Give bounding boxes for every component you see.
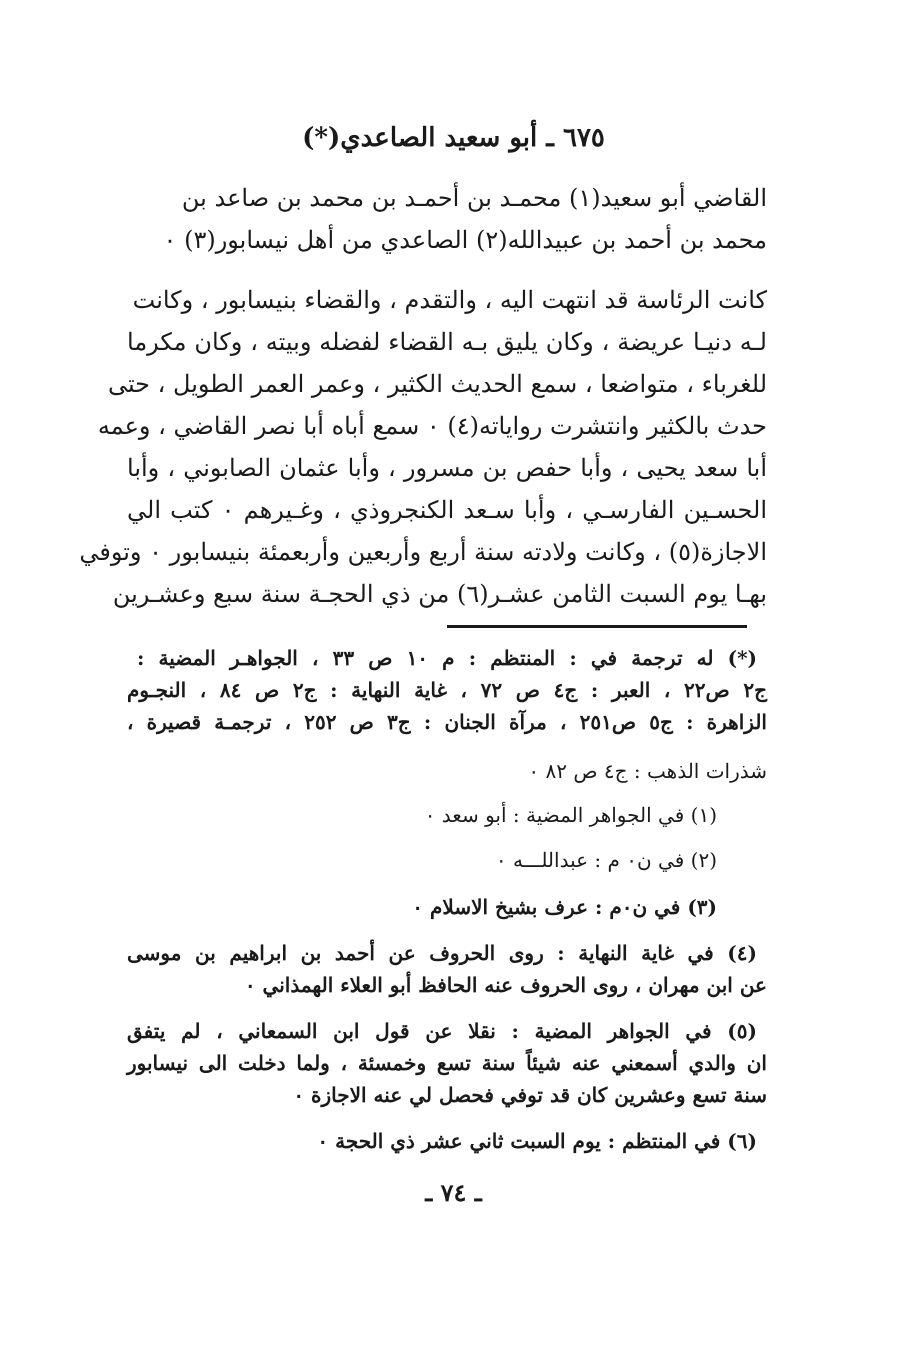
body-line: كانت الرئاسة قد انتهت اليه ، والتقدم ، والقضاء بنيسابور ، وكانت (132, 286, 767, 314)
footnote-5-line: سنة تسع وعشرين كان قد توفي فحصل لي عنه الاجازة ٠ (293, 1083, 767, 1107)
footnote-star-line: (*) له ترجمة في : المنتظم : م ١٠ ص ٣٣ ، الجواهـر المضية : (137, 646, 757, 670)
page-number: ـ ٧٤ ـ (425, 1178, 482, 1207)
footnote-3: (٣) في ن٠م : عرف بشيخ الاسلام ٠ (412, 895, 717, 919)
body-line: أبا سعد يحيى ، وأبا حفص بن مسرور ، وأبا عثمان الصابوني ، وأبا (127, 454, 767, 482)
footnote-4-line: عن ابن مهران ، روى الحروف عنه الحافظ أبو العلاء الهمذاني ٠ (244, 973, 767, 997)
entry-heading: ٦٧٥ ـ أبو سعيد الصاعدي(*) (302, 123, 605, 153)
body-line: محمد بن أحمد بن عبيدالله(٢) الصاعدي من أهل نيسابور(٣) ٠ (163, 226, 767, 254)
footnote-star-line: ج٢ ص٢٢ ، العبر : ج٤ ص ٧٢ ، غاية النهاية : ج٢ ص ٨٤ ، النجـوم (127, 678, 767, 702)
footnote-star-line: الزاهرة : ج٥ ص٢٥١ ، مرآة الجنان : ج٣ ص ٢٥٢ ، ترجمـة قصيرة ، (127, 710, 767, 734)
footnote-6: (٦) في المنتظم : يوم السبت ثاني عشر ذي الحجة ٠ (317, 1129, 757, 1153)
footnote-4-line: (٤) في غاية النهاية : روى الحروف عن أحمد بن ابراهيم بن موسى (127, 941, 757, 965)
body-line: الحسـين الفارسـي ، وأبا سـعد الكنجروذي ، وغـيرهم ٠ كتب الي (127, 496, 767, 524)
footnote-divider (447, 625, 747, 628)
body-line: حدث بالكثير وانتشرت رواياته(٤) ٠ سمع أباه أبا نصر القاضي ، وعمه (97, 412, 767, 440)
footnote-5-line: ان والدي أسمعني عنه شيئاً سنة تسع وخمسئة ، ولما دخلت الى نيسابور (127, 1051, 767, 1075)
footnote-5-line: (٥) في الجواهر المضية : نقلا عن قول ابن السمعاني ، لم يتفق (127, 1019, 757, 1043)
body-line: بهـا يوم السبت الثامن عشـر(٦) من ذي الحجـة سنة سبع وعشـرين (112, 580, 767, 608)
footnote-2: (٢) في ن٠ م : عبداللـــه ٠ (495, 848, 717, 872)
footnote-star-line: شذرات الذهب : ج٤ ص ٨٢ ٠ (528, 759, 767, 783)
footnote-1: (١) في الجواهر المضية : أبو سعد ٠ (424, 803, 717, 827)
body-line: القاضي أبو سعيد(١) محمـد بن أحمـد بن محمد بن صاعد بن (181, 184, 767, 212)
body-line: الاجازة(٥) ، وكانت ولادته سنة أربع وأربعين وأربعمئة بنيسابور ٠ وتوفي (79, 538, 767, 566)
body-line: للغرباء ، متواضعا ، سمع الحديث الكثير ، وعمر العمر الطويل ، حتى (107, 370, 767, 398)
body-line: لـه دنيـا عريضة ، وكان يليق بـه القضاء لفضله وبيته ، وكان مكرما (127, 328, 767, 356)
